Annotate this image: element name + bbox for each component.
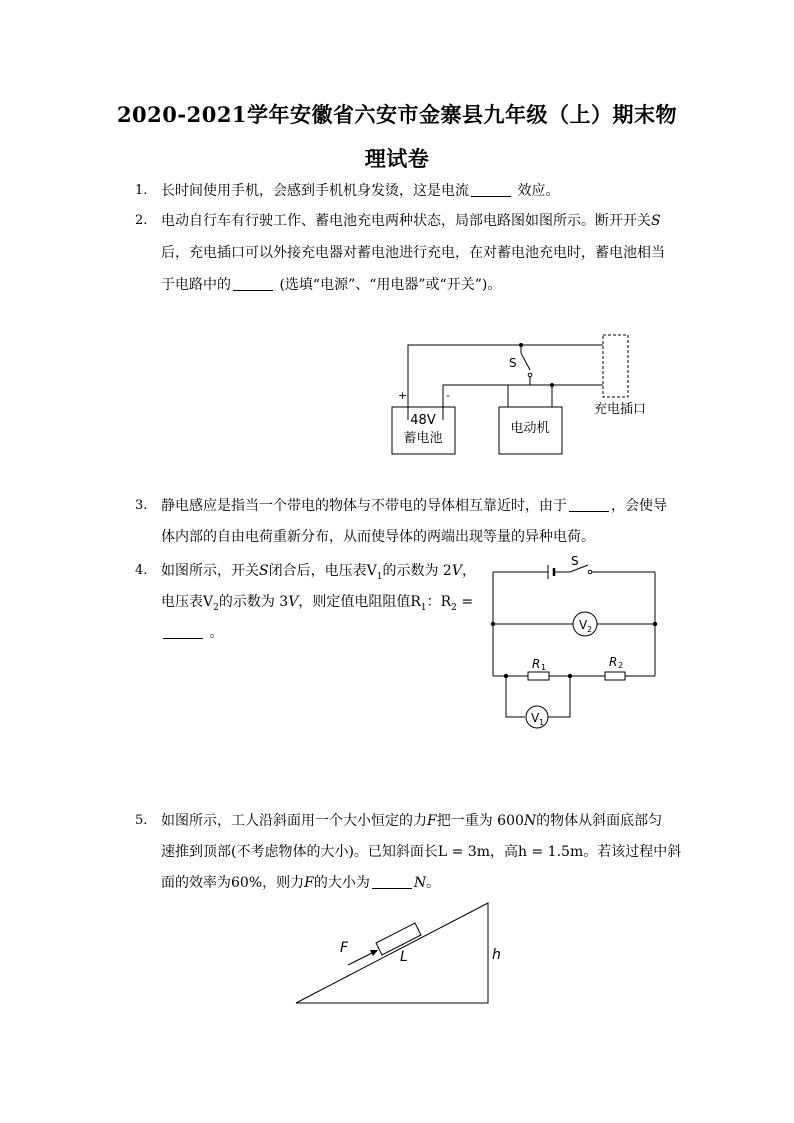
question-4-circuit-diagram (485, 552, 665, 732)
question-1 (161, 176, 559, 206)
question-3-line-2: 体内部的自由电荷重新分布，从而使导体的两端出现等量的异种电荷。 (161, 529, 595, 545)
q4-switch-s: S (259, 563, 269, 579)
question-3-number: 3. (135, 498, 148, 513)
r2-label: R (609, 655, 618, 669)
q5-text: 。 (426, 875, 441, 891)
q4-switch-label: S (571, 554, 579, 568)
v2-label: V (579, 618, 588, 632)
question-2-text-3a: 于电路中的 (161, 277, 231, 293)
q4-text: 电压表V (161, 594, 214, 610)
question-5-line-2: 速推到顶部(不考虑物体的大小)。已知斜面长L = 3m，高h = 1.5m。若该过程中斜 (161, 844, 682, 860)
q4-sub: 1 (376, 571, 383, 582)
q5-force: F (304, 875, 314, 891)
battery-label: 蓄电池 (403, 431, 443, 446)
question-2-line-1 (161, 206, 661, 236)
q4-sub: 2 (451, 602, 457, 613)
q5-text: 如图所示，工人沿斜面用一个大小恒定的力 (161, 813, 427, 829)
q4-text: ：R (426, 594, 452, 610)
page-title-line2: 理试卷 (364, 146, 430, 171)
v1-label: V (531, 711, 540, 725)
r2-sub: 2 (618, 661, 624, 670)
question-2-circuit-diagram (380, 325, 680, 465)
q4-text: 的示数为 3 (218, 594, 289, 610)
page-title-line1: 2020-2021学年安徽省六安市金寨县九年级（上）期末物 (116, 102, 678, 127)
q4-text: = (456, 594, 474, 610)
q4-unit: V (451, 563, 462, 579)
question-2-blank[interactable] (233, 276, 273, 291)
question-5-line-3 (161, 868, 440, 898)
question-4-number: 4. (135, 563, 148, 578)
motor-label: 电动机 (510, 421, 550, 436)
q5-text: 把一重为 600 (436, 813, 524, 829)
question-2-line-3 (161, 270, 501, 300)
question-5-line-1 (161, 806, 662, 836)
question-4-blank[interactable] (163, 624, 203, 639)
q4-unit: V (288, 594, 299, 610)
question-3-text-1b: ，会使导 (611, 498, 667, 514)
q5-text: 的大小为 (313, 875, 370, 891)
q5-unit: N (523, 813, 537, 829)
charging-port-label: 充电插口 (593, 402, 647, 417)
q4-sub: 1 (420, 602, 427, 613)
battery-plus-sign: + (398, 389, 408, 402)
question-1-text-a: 长时间使用手机，会感到手机机身发烫，这是电流 (161, 183, 469, 199)
length-label: L (400, 949, 408, 965)
question-2-text-3b: (选填“电源”、“用电器”或“开关”)。 (279, 277, 502, 293)
q4-text: 闭合后，电压表V (268, 563, 377, 579)
question-3-line-1 (161, 491, 667, 521)
question-1-number: 1. (135, 183, 148, 198)
question-2-text-1: 电动自行车有行驶工作、蓄电池充电两种状态，局部电路图如图所示。断开开关 (161, 213, 651, 229)
question-4-line-3 (161, 618, 223, 648)
q4-sub: 2 (213, 602, 219, 613)
q5-force: F (427, 813, 437, 829)
question-5-number: 5. (135, 813, 148, 828)
question-2-number: 2. (135, 213, 148, 228)
question-1-blank[interactable] (471, 182, 511, 197)
question-2-switch-s: S (651, 213, 661, 229)
question-3-blank[interactable] (569, 497, 609, 512)
q5-unit: N (413, 875, 427, 891)
q4-text: 如图所示，开关 (161, 563, 259, 579)
q4-text: 的示数为 2 (382, 563, 452, 579)
height-label: h (492, 947, 501, 963)
r1-label: R (532, 657, 541, 671)
q4-text: ，则定值电阻阻值R (298, 594, 421, 610)
q5-text: 面的效率为60%，则力 (161, 875, 305, 891)
question-5-incline-diagram (290, 895, 510, 1010)
v1-sub: 1 (539, 718, 545, 727)
r1-sub: 1 (541, 663, 547, 672)
q4-text: ， (461, 563, 476, 579)
force-label: F (340, 940, 349, 956)
switch-label: S (509, 356, 517, 370)
q4-text: 。 (205, 625, 224, 641)
question-1-text-b: 效应。 (517, 183, 560, 199)
question-2-line-2: 后，充电插口可以外接充电器对蓄电池进行充电，在对蓄电池充电时，蓄电池相当 (161, 245, 665, 261)
question-3-text-1a: 静电感应是指当一个带电的物体与不带电的导体相互靠近时，由于 (161, 498, 567, 514)
battery-minus-sign: - (446, 389, 450, 402)
question-5-blank[interactable] (372, 874, 412, 889)
v2-sub: 2 (587, 625, 593, 634)
q5-text: 的物体从斜面底部匀 (536, 813, 663, 829)
battery-voltage-label: 48V (410, 413, 436, 428)
